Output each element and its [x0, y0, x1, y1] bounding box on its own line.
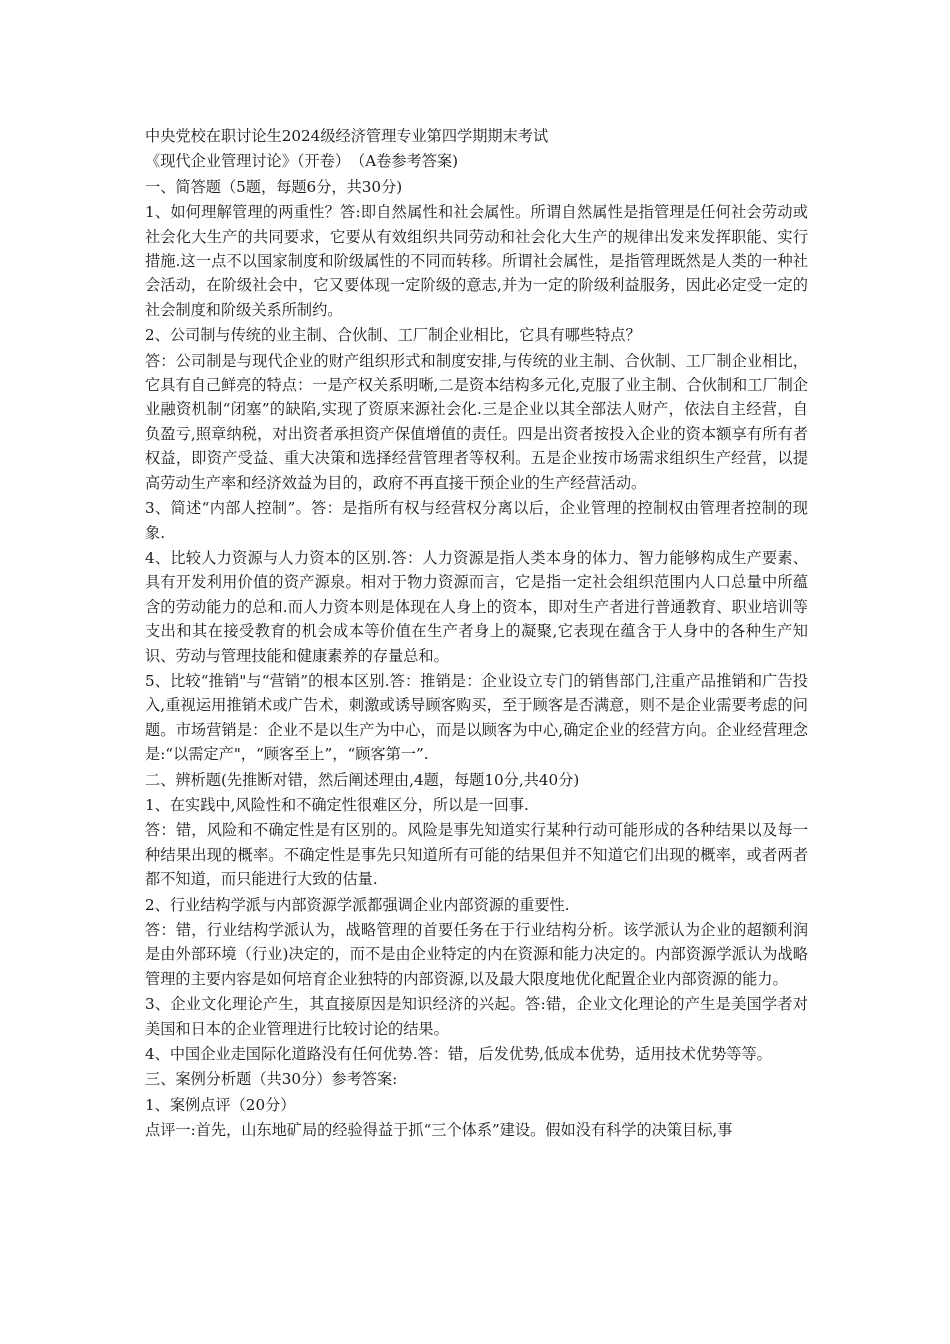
answer-paragraph: 3、简述“内部人控制”。答：是指所有权与经营权分离以后，企业管理的控制权由管理者控制的现象.	[145, 499, 808, 542]
answer-paragraph: 答：错，风险和不确定性是有区别的。风险是事先知道实行某种行动可能形成的各种结果以及每一种结果出现的概率。不确定性是事先只知道所有可能的结果但并不知道它们出现的概率，或者两者都不知道，而只能进行大致的估量.	[145, 821, 808, 889]
answer-paragraph: 3、企业文化理论产生，其直接原因是知识经济的兴起。答:错，企业文化理论的产生是美国学者对美国和日本的企业管理进行比较讨论的结果。	[145, 995, 808, 1038]
section-heading-true-false: 二、辨析题(先推断对错，然后阐述理由,4题，每题10分,共40分)	[145, 770, 580, 789]
document-page	[145, 124, 808, 1144]
answer-paragraph: 5、比较“推销"与“营销”的根本区别.答：推销是：企业设立专门的销售部门,注重产品推销和广告投入,重视运用推销术或广告术，刺激或诱导顾客购买，至于顾客是否满意，则不是企业需要考虑的问题。市场营销是：企业不是以生产为中心，而是以顾客为中心,确定企业的经营方向。企业经营理念是:“以需定产"，“顾客至上”，“顾客第一”.	[145, 671, 808, 764]
answer-paragraph: 4、比较人力资源与人力资本的区别.答：人力资源是指人类本身的体力、智力能够构成生产要素、具有开发利用价值的资产源泉。相对于物力资源而言，它是指一定社会组织范围内人口总量中所蕴含的劳动能力的总和.而人力资本则是体现在人身上的资本，即对生产者进行普通教育、职业培训等支出和其在接受教育的机会成本等价值在生产者身上的凝聚,它表现在蕴含于人身中的各种生产知识、劳动与管理技能和健康素养的存量总和。	[145, 548, 808, 665]
document-title: 中央党校在职讨论生2024级经济管理专业第四学期期末考试	[145, 127, 549, 145]
section-heading-short-answer: 一、简答题（5题，每题6分，共30分)	[145, 177, 403, 196]
answer-paragraph: 答：错，行业结构学派认为，战略管理的首要任务在于行业结构分析。该学派认为企业的超额利润是由外部环境（行业)决定的，而不是由企业特定的内在资源和能力决定的。内部资源学派认为战略管理的主要内容是如何培育企业独特的内部资源,以及最大限度地优化配置企业内部资源的能力。	[145, 921, 808, 988]
question-paragraph: 1、在实践中,风险性和不确定性很难区分，所以是一回事.	[145, 795, 529, 814]
answer-paragraph: 点评一:首先，山东地矿局的经验得益于抓“三个体系”建设。假如没有科学的决策目标,事	[145, 1121, 733, 1140]
answer-paragraph: 4、中国企业走国际化道路没有任何优势.答：错，后发优势,低成本优势，适用技术优势等等。	[145, 1045, 772, 1064]
answer-paragraph: 1、如何理解管理的两重性？答:即自然属性和社会属性。所谓自然属性是指管理是任何社会劳动或社会化大生产的共同要求，它要从有效组织共同劳动和社会化大生产的规律出发来发挥职能、实行措施.这一点不以国家制度和阶级属性的不同而转移。所谓社会属性，是指管理既然是人类的一种社会活动，在阶级社会中，它又要体现一定阶级的意志,并为一定的阶级利益服务，因此必定受一定的社会制度和阶级关系所制约。	[145, 203, 808, 319]
answer-paragraph: 答：公司制是与现代企业的财产组织形式和制度安排,与传统的业主制、合伙制、工厂制企业相比，它具有自己鲜亮的特点：一是产权关系明晰,二是资本结构多元化,克服了业主制、合伙制和工厂制企业融资机制“闭塞”的缺陷,实现了资原来源社会化.三是企业以其全部法人财产，依法自主经营，自负盈亏,照章纳税，对出资者承担资产保值增值的责任。四是出资者按投入企业的资本额享有所有者权益，即资产受益、重大决策和选择经营管理者等权利。五是企业按市场需求组织生产经营，以提高劳动生产率和经济效益为目的，政府不再直接干预企业的生产经营活动。	[145, 351, 808, 492]
question-paragraph: 2、行业结构学派与内部资源学派都强调企业内部资源的重要性.	[145, 895, 570, 914]
sub-heading-case-review: 1、案例点评（20分）	[145, 1095, 296, 1114]
question-paragraph: 2、公司制与传统的业主制、合伙制、工厂制企业相比，它具有哪些特点？	[145, 326, 641, 345]
section-heading-case-analysis: 三、案例分析题（共30分）参考答案:	[145, 1070, 398, 1089]
document-subtitle: 《现代企业管理讨论》（开卷） （A卷参考答案)	[145, 152, 459, 171]
